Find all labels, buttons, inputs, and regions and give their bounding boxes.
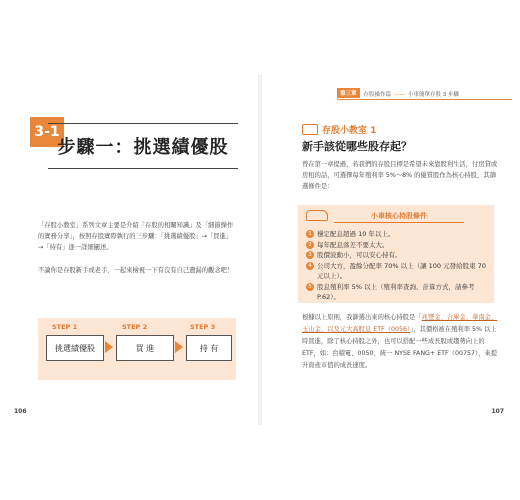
steps-diagram	[38, 318, 236, 380]
chapter-badge: 3-1	[30, 117, 64, 147]
running-head-section: 存股操作篇	[363, 92, 392, 98]
running-head-separator: ——	[394, 92, 406, 98]
book-spread	[8, 75, 512, 425]
list-item	[306, 240, 491, 251]
conclusion-text-end: 」，其價格被在殖利率 5% 以上時買進，除了核心持股之外，也可以搭配一些成長股或趨勢向上的 ETF，如：台積電、0050、統一 NYSE FANG+ ETF（00757），來提升資產市值的成長速度。	[302, 326, 498, 369]
condition-text: 公司大方，盈餘分配率 70% 以上（讓 100 元發給股東 70 元以上）。	[317, 261, 486, 280]
number-4-icon: 4	[306, 262, 314, 270]
right-intro-paragraph: 曾在第一章提過，若我們的存股目標是希望未來靠股利生活，付房貸或房租的話，可選擇每年殖利率 5%～8% 的優質股作為核心持股，其篩選條件是：	[302, 161, 498, 190]
page-number-right: 107	[491, 408, 504, 415]
conditions-box	[298, 205, 494, 303]
step-1-label: STEP 1	[52, 323, 78, 331]
conditions-title: 小車核心持股條件	[334, 211, 464, 223]
list-item	[306, 261, 491, 282]
step-2-box: 買 進	[116, 335, 174, 361]
number-1-icon: 1	[306, 230, 314, 238]
step-2-label: STEP 2	[122, 323, 148, 331]
conditions-list	[306, 229, 491, 303]
list-item	[306, 229, 491, 240]
number-5-icon: 5	[306, 283, 314, 291]
condition-text: 股息殖利率 5% 以上（殖利率查詢、計算方式，請參考 P.62）。	[317, 282, 475, 301]
car-icon	[306, 210, 328, 221]
class-heading	[302, 123, 376, 136]
number-2-icon: 2	[306, 241, 314, 249]
left-page	[8, 75, 258, 425]
class-heading-text: 存股小教室 1	[322, 126, 377, 136]
running-head-subsection: 小車簡單存股 3 步驟	[408, 92, 460, 98]
intro-paragraph: 「存股小教室」系列文章主要是介紹「存股的相關知識」及「細節操作的實務分享」，按照存股實際執行的三步驟：「挑選績優股」→「買進」→「持有」逐一詳細闡述。	[38, 222, 234, 251]
condition-text: 股價波動小，可以安心持有。	[317, 251, 402, 259]
right-page	[262, 75, 512, 425]
running-head	[337, 84, 512, 100]
classroom-icon	[302, 124, 318, 135]
core-holdings-highlight: 兆豐金、合庫金、華南金、玉山金、以及元大高股息 ETF（0056）	[302, 314, 498, 333]
page-number-left: 106	[14, 408, 27, 415]
arrow-right-icon	[175, 341, 183, 353]
reader-prompt-paragraph: 不論你是存股新手或老手，一起來檢視一下有沒有自己遺漏的觀念吧！	[38, 267, 234, 274]
chapter-title: 步驟一：挑選績優股	[48, 123, 238, 169]
running-head-chapter: 第三章	[337, 88, 360, 98]
condition-text: 穩定配息超過 10 年以上。	[317, 230, 395, 238]
condition-text: 每年配息落差不要太大。	[317, 240, 389, 249]
step-3-label: STEP 3	[190, 323, 216, 331]
arrow-right-icon	[105, 341, 113, 353]
conclusion-text-start: 根據以上原則，我篩選出來的核心持股是「	[302, 314, 422, 321]
right-conclusion-paragraph	[302, 312, 498, 372]
number-3-icon: 3	[306, 251, 314, 259]
list-item	[306, 282, 491, 303]
step-1-box: 挑選績優股	[46, 335, 104, 361]
list-item	[306, 250, 491, 261]
step-3-box: 持 有	[186, 335, 232, 361]
question-heading: 新手該從哪些股存起？	[302, 140, 412, 153]
